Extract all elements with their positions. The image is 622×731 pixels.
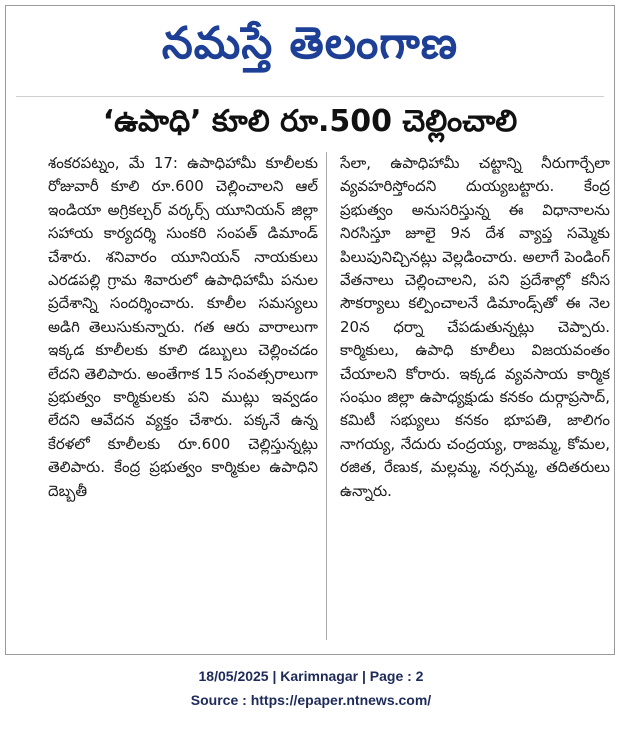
masthead (6, 6, 614, 92)
article-column-right: సేలా, ఉపాధిహామీ చట్టాన్ని నీరుగార్చేలా వ్యవహరిస్తోందని దుయ్యబట్టారు. కేంద్ర ప్రభుత్వం అనుసరిస్తున్న ఈ విధానాలను నిరసిస్తూ జూలై 9న దేశ వ్యాప్త సమ్మెకు పిలుపునిచ్చినట్లు వెల్లడించారు. అలాగే పెండింగ్ వేతనాలు చెల్లించాలని, పని ప్రదేశాల్లో కనీస సౌకర్యాలు కల్పించాలనే డిమాండ్స్‌తో ఈ నెల 20న ధర్నా చేపడుతున్నట్లు చెప్పారు. కార్మికులు, ఉపాధి కూలీలు విజయవంతం చేయాలని కోరారు. ఇక్కడ వ్యవసాయ కార్మిక సంఘం జిల్లా ఉపాధ్యక్షుడు కనకం దుర్గాప్రసాద్, కమిటీ సభ్యులు కనకం భూపతి, జాలిగం నాగయ్య, నేదురు చంద్రయ్య, రాజమ్మ, కోమల, రజిత, రేణుక, మల్లమ్మ, నర్సమ్మ, తదితరులు ఉన్నారు. (340, 154, 610, 500)
article-column-left: శంకరపట్నం, మే 17: ఉపాధిహామీ కూలీలకు రోజువారీ కూలి రూ.600 చెల్లించాలని ఆల్ ఇండియా అగ్రికల్చర్ వర్కర్స్ యూనియన్ జిల్లా సహాయ కార్యదర్శి సుంకరి సంపత్ డిమాండ్ చేశారు. శనివారం యూనియన్ నాయకులు ఎరడపల్లి గ్రామ శివారులో ఉపాధిహామీ పనుల ప్రదేశాన్ని సందర్శించారు. కూలీల సమస్యలు అడిగి తెలుసుకున్నారు. గత ఆరు వారాలుగా ఇక్కడ కూలీలకు కూలి డబ్బులు చెల్లించడం లేదని తెలిపారు. అంతేగాక 15 సంవత్సరాలుగా ప్రభుత్వం కార్మికులకు పని ముట్లు ఇవ్వడం లేదని ఆవేదన వ్యక్తం చేశారు. పక్కనే ఉన్న కేరళలో కూలీలకు రూ.600 చెల్లిస్తున్నట్లు తెలిపారు. కేంద్ర ప్రభుత్వం కార్మికుల ఉపాధిని దెబ్బతీ (48, 154, 318, 500)
article-headline: ‘ఉపాధి’ కూలి రూ.500 చెల్లించాలి (102, 104, 518, 139)
column-divider (326, 152, 327, 640)
newspaper-logo: నమస్తే తెలంగాణ (161, 18, 459, 69)
masthead-divider (16, 96, 604, 97)
footer-date-edition-page: 18/05/2025 | Karimnagar | Page : 2 (198, 668, 424, 684)
footer-source: Source : https://epaper.ntnews.com/ (190, 692, 432, 708)
